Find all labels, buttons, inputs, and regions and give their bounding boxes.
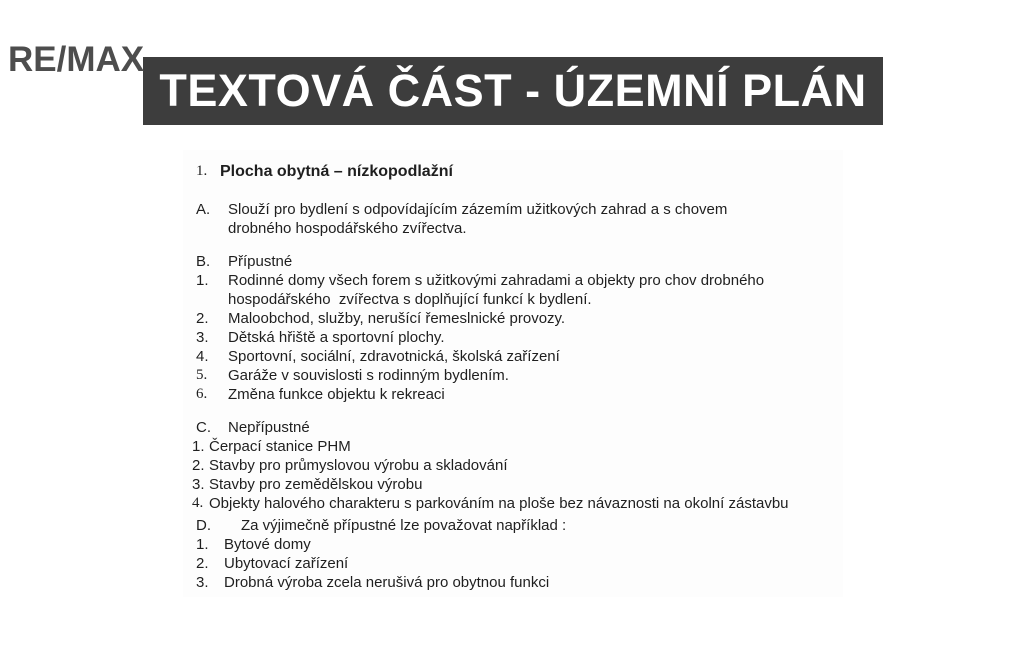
doc-item-text: Stavby pro zemědělskou výrobu [209, 476, 423, 493]
doc-item-text: Plocha obytná – nízkopodlažní [220, 163, 453, 180]
doc-item-text: Slouží pro bydlení s odpovídajícím zázemím užitkových zahrad a s chovem drobného hospodářského zvířectva. [228, 201, 728, 237]
doc-item-number: 4. [196, 348, 209, 365]
doc-row-b6 [183, 385, 843, 404]
doc-item-number: 1. [192, 438, 205, 455]
doc-row-a [183, 200, 843, 238]
doc-row-d2 [183, 554, 843, 573]
doc-row-b [183, 252, 843, 271]
doc-row-c2 [183, 456, 843, 475]
doc-item-text: Nepřípustné [228, 419, 310, 436]
doc-item-number: D. [196, 517, 211, 534]
doc-item-number: 3. [196, 329, 209, 346]
remax-logo: RE/MAX [8, 40, 145, 79]
doc-item-number: C. [196, 419, 211, 436]
doc-row-b5 [183, 366, 843, 385]
doc-item-text: Ubytovací zařízení [224, 555, 349, 572]
doc-item-number: A. [196, 201, 211, 218]
doc-item-text: Objekty halového charakteru s parkováním na ploše bez návaznosti na okolní zástavbu [209, 495, 789, 512]
doc-item-text: Bytové domy [224, 536, 311, 553]
doc-row-b1 [183, 271, 843, 309]
doc-item-number: 4. [192, 495, 204, 511]
doc-item-number: 1. [196, 536, 209, 553]
doc-item-text: Sportovní, sociální, zdravotnická, školská zařízení [228, 348, 560, 365]
doc-row-d [183, 516, 843, 535]
doc-item-number: B. [196, 253, 211, 270]
doc-item-text: Maloobchod, služby, nerušící řemeslnické provozy. [228, 310, 566, 327]
doc-item-number: 2. [192, 457, 205, 474]
doc-item-number: 2. [196, 310, 209, 327]
doc-row-c1 [183, 437, 843, 456]
doc-item-text: Stavby pro průmyslovou výrobu a skladování [209, 457, 508, 474]
doc-item-text: Rodinné domy všech forem s užitkovými zahradami a objekty pro chov drobného hospodářského zvířectva s doplňující funkcí k bydlení. [228, 272, 765, 308]
doc-row-b4 [183, 347, 843, 366]
doc-item-text: Změna funkce objektu k rekreaci [228, 386, 445, 403]
doc-item-text: Drobná výroba zcela nerušivá pro obytnou funkci [224, 574, 550, 591]
doc-row-c4 [183, 494, 843, 513]
doc-item-number: 2. [196, 555, 209, 572]
doc-row-c [183, 418, 843, 437]
doc-row-c3 [183, 475, 843, 494]
doc-item-number: 3. [196, 574, 209, 591]
doc-row-b3 [183, 328, 843, 347]
doc-item-text: Přípustné [228, 253, 293, 270]
doc-item-number: 6. [196, 386, 208, 402]
title-banner [143, 57, 883, 125]
doc-row-b2 [183, 309, 843, 328]
doc-item-number: 3. [192, 476, 205, 493]
doc-item-text: Dětská hřiště a sportovní plochy. [228, 329, 445, 346]
doc-row-d3 [183, 573, 843, 592]
doc-row-d1 [183, 535, 843, 554]
document-scan [183, 150, 843, 597]
doc-item-number: 1. [196, 163, 208, 179]
doc-item-text: Za výjimečně přípustné lze považovat například : [241, 517, 567, 534]
doc-item-number: 5. [196, 367, 208, 383]
page-title: TEXTOVÁ ČÁST - ÚZEMNÍ PLÁN [159, 65, 867, 116]
doc-item-text: Čerpací stanice PHM [209, 438, 351, 455]
doc-item-text: Garáže v souvislosti s rodinným bydlením. [228, 367, 509, 384]
doc-item-number: 1. [196, 272, 209, 289]
doc-row-section-1 [183, 162, 843, 181]
